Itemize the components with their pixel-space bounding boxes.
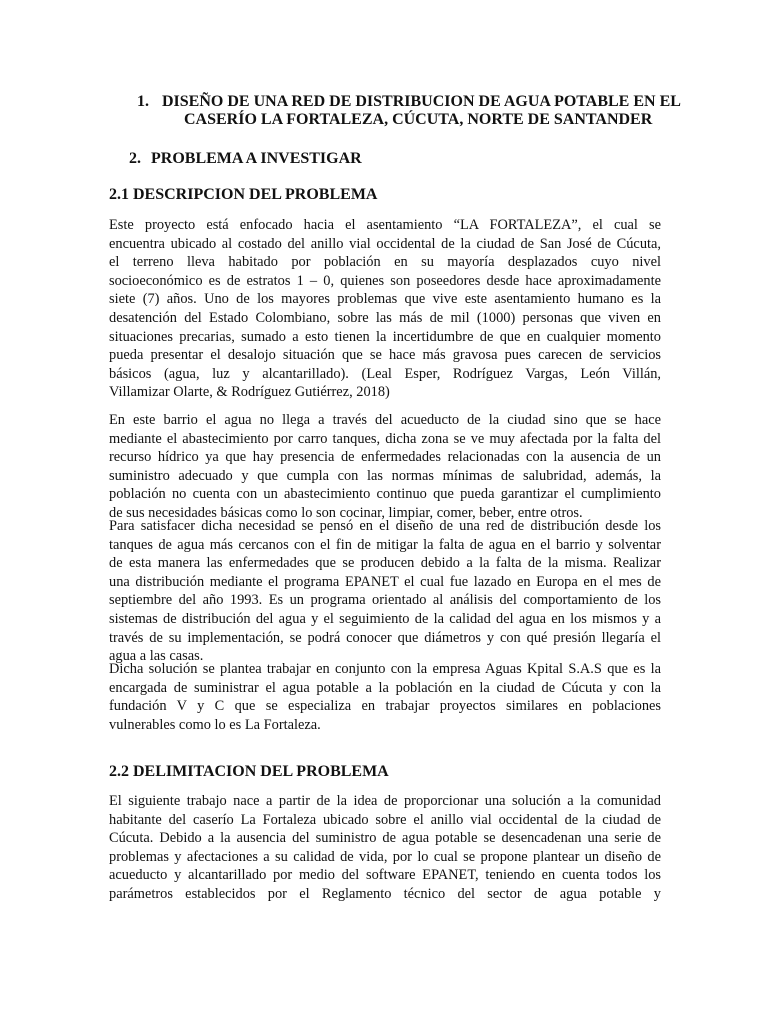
text-line: En este barrio el agua no llega a través del acueducto de la ciudad sino que se hace bbox=[109, 412, 661, 428]
text-line: problemas y afectaciones a su calidad de vida, por lo cual se propone plantear un diseño de bbox=[109, 848, 661, 865]
section-2-2-paragraph-1 bbox=[109, 792, 661, 904]
text-line: de esta manera las enfermedades que se producen debido a la falta de la misma. Realizar bbox=[109, 555, 661, 572]
text-line: Cúcuta. Debido a la ausencia del suministro de agua potable se desencadenan una serie de bbox=[109, 830, 661, 847]
main-title-number: 1. bbox=[137, 93, 149, 110]
section-2-1-heading: 2.1 DESCRIPCION DEL PROBLEMA bbox=[109, 186, 378, 203]
text-line: través de su implementación, se podrá conocer que diámetros y con qué presión llegaría el bbox=[109, 629, 661, 646]
section-2-1-paragraph-4 bbox=[109, 660, 661, 734]
text-line: Para satisfacer dicha necesidad se pensó en el diseño de una red de distribución desde los bbox=[109, 518, 661, 534]
text-line: siete (7) años. Uno de los mayores problemas que vive este asentamiento humano es la bbox=[109, 291, 661, 308]
main-title-line-2: CASERÍO LA FORTALEZA, CÚCUTA, NORTE DE SANTANDER bbox=[184, 111, 653, 128]
section-2-2-heading: 2.2 DELIMITACION DEL PROBLEMA bbox=[109, 763, 389, 780]
section-2-1-paragraph-1 bbox=[109, 216, 661, 402]
text-line: acueducto y alcantarillado por medio del software EPANET, teniendo en cuenta todos los bbox=[109, 867, 661, 884]
text-line: suministro adecuado y que cumpla con las normas mínimas de salubridad, además, la bbox=[109, 467, 661, 484]
text-line: pueda presentar el desalojo situación que se hace más gravosa pues carecen de servicios bbox=[109, 347, 661, 364]
text-line: Dicha solución se plantea trabajar en conjunto con la empresa Aguas Kpital S.A.S que es la bbox=[109, 661, 661, 677]
text-line: vulnerables como lo es La Fortaleza. bbox=[109, 716, 321, 733]
section-2-number: 2. bbox=[129, 150, 141, 167]
text-line: agua a las casas. bbox=[109, 648, 204, 665]
text-line: El siguiente trabajo nace a partir de la idea de proporcionar una solución a la comunidad bbox=[109, 793, 661, 809]
text-line: encuentra ubicado al costado del anillo vial occidental de la ciudad de San José de Cúcuta, bbox=[109, 235, 661, 252]
section-2-heading bbox=[129, 149, 362, 169]
text-line: mediante el abastecimiento por carro tanques, dicha zona se ve muy afectada por la falta del bbox=[109, 430, 661, 447]
section-2-title: PROBLEMA A INVESTIGAR bbox=[151, 150, 362, 167]
text-line: parámetros establecidos por el Reglamento técnico del sector de agua potable y bbox=[109, 885, 661, 902]
main-title-line-1: DISEÑO DE UNA RED DE DISTRIBUCION DE AGUA POTABLE EN EL bbox=[162, 93, 681, 110]
text-line: habitante del caserío La Fortaleza ubicado sobre el anillo vial occidental de la ciudad de bbox=[109, 811, 661, 828]
text-line: población no cuenta con un abastecimiento continuo que pueda garantizar el cumplimiento bbox=[109, 486, 661, 503]
text-line: una distribución mediante el programa EPANET el cual fue lazado en Europa en el mes de bbox=[109, 573, 661, 590]
text-line: recurso hídrico ya que hay presencia de enfermedades relacionadas con la ausencia de un bbox=[109, 449, 661, 466]
text-line: socioeconómico es de estratos 1 – 0, quienes son poseedores desde hace aproximadamente bbox=[109, 272, 661, 289]
section-2-1-paragraph-2 bbox=[109, 411, 661, 523]
text-line: fundación V y C que se especializa en trabajar proyectos similares en poblaciones bbox=[109, 698, 661, 715]
text-line: el terreno lleva habitado por población en su mayoría desplazados cuyo nivel bbox=[109, 254, 661, 271]
text-line: situaciones precarias, sumado a esto tienen la incertidumbre de que en cualquier momento bbox=[109, 328, 661, 345]
text-line: Villamizar Olarte, & Rodríguez Gutiérrez, 2018) bbox=[109, 384, 390, 401]
text-line: de sus necesidades básicas como lo son cocinar, limpiar, comer, beber, entre otros. bbox=[109, 504, 583, 521]
text-line: Este proyecto está enfocado hacia el asentamiento “LA FORTALEZA”, el cual se bbox=[109, 217, 661, 233]
text-line: básicos (agua, luz y alcantarillado). (Leal Esper, Rodríguez Vargas, León Villán, bbox=[109, 365, 661, 382]
text-line: septiembre del año 1993. Es un programa orientado al análisis del comportamiento de los bbox=[109, 592, 661, 609]
text-line: sistemas de distribución del agua y el seguimiento de la calidad del agua en los mismos y a bbox=[109, 610, 661, 627]
text-line: desatención del Estado Colombiano, sobre las más de mil (1000) personas que viven en bbox=[109, 309, 661, 326]
section-2-1-paragraph-3 bbox=[109, 517, 661, 666]
text-line: tanques de agua más cercanos con el fin de mitigar la falta de agua en el barrio y solventar bbox=[109, 536, 661, 553]
main-title bbox=[0, 92, 768, 136]
text-line: encargada de suministrar el agua potable a la población en la ciudad de Cúcuta y con la bbox=[109, 679, 661, 696]
